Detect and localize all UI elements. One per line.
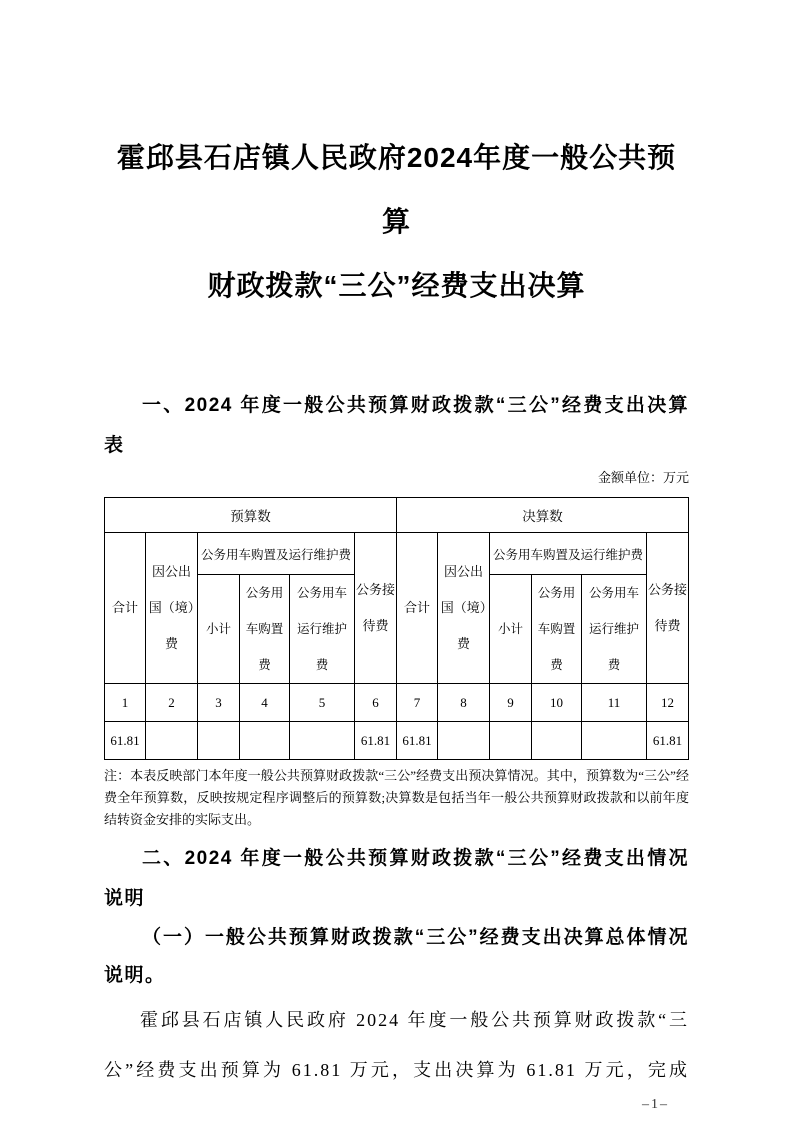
column-number: 4 — [240, 684, 290, 722]
value-cell — [146, 722, 198, 760]
table-row-values — [105, 722, 689, 760]
column-number: 11 — [582, 684, 647, 722]
table-row-group-headers — [105, 498, 689, 533]
document-title — [104, 0, 689, 318]
budget-purchase-header: 公务用车购置费 — [240, 575, 290, 684]
final-abroad-header: 因公出国（境）费 — [438, 533, 490, 684]
value-cell — [290, 722, 355, 760]
final-maintenance-header: 公务用车运行维护费 — [582, 575, 647, 684]
final-reception-header: 公务接待费 — [647, 533, 689, 684]
value-cell — [582, 722, 647, 760]
final-purchase-header: 公务用车购置费 — [532, 575, 582, 684]
column-number: 6 — [355, 684, 397, 722]
section2-paragraph: 霍邱县石店镇人民政府 2024 年度一般公共预算财政拨款“三公”经费支出预算为 61.81 万元，支出决算为 61.81 万元，完成 — [104, 1010, 689, 1080]
budget-maintenance-header: 公务用车运行维护费 — [290, 575, 355, 684]
title-line-2: 财政拨款“三公”经费支出决算 — [207, 270, 586, 301]
value-cell: 61.81 — [647, 722, 689, 760]
value-cell: 61.81 — [355, 722, 397, 760]
title-line-1: 霍邱县石店镇人民政府2024年度一般公共预算 — [116, 142, 677, 237]
column-number: 1 — [105, 684, 146, 722]
section2-heading: 二、2024 年度一般公共预算财政拨款“三公”经费支出情况说明 — [104, 848, 689, 909]
column-number: 5 — [290, 684, 355, 722]
budget-group-header: 预算数 — [105, 498, 397, 533]
section2-sub1-heading: （一）一般公共预算财政拨款“三公”经费支出决算总体情况说明。 — [104, 927, 689, 986]
value-cell: 61.81 — [105, 722, 146, 760]
value-cell: 61.81 — [397, 722, 438, 760]
final-group-header: 决算数 — [397, 498, 689, 533]
column-number: 7 — [397, 684, 438, 722]
budget-abroad-header: 因公出国（境）费 — [146, 533, 198, 684]
column-number: 2 — [146, 684, 198, 722]
budget-reception-header: 公务接待费 — [355, 533, 397, 684]
table-row-column-headers — [105, 533, 689, 575]
final-total-header: 合计 — [397, 533, 438, 684]
budget-total-header: 合计 — [105, 533, 146, 684]
amount-unit-label: 金额单位：万元 — [597, 470, 689, 485]
budget-vehicle-group-header: 公务用车购置及运行维护费 — [198, 533, 355, 575]
final-subtotal-header: 小计 — [490, 575, 532, 684]
sangong-expense-table — [104, 497, 689, 760]
value-cell — [532, 722, 582, 760]
table-row-column-numbers — [105, 684, 689, 722]
column-number: 3 — [198, 684, 240, 722]
value-cell — [490, 722, 532, 760]
value-cell — [438, 722, 490, 760]
value-cell — [198, 722, 240, 760]
final-vehicle-group-header: 公务用车购置及运行维护费 — [490, 533, 647, 575]
budget-subtotal-header: 小计 — [198, 575, 240, 684]
column-number: 9 — [490, 684, 532, 722]
column-number: 12 — [647, 684, 689, 722]
column-number: 8 — [438, 684, 490, 722]
value-cell — [240, 722, 290, 760]
page-number: –1– — [642, 1097, 669, 1112]
section1-heading: 一、2024 年度一般公共预算财政拨款“三公”经费支出决算表 — [104, 395, 689, 456]
table-note: 注：本表反映部门本年度一般公共预算财政拨款“三公”经费支出预决算情况。其中，预算数为“三公”经费全年预算数，反映按规定程序调整后的预算数;决算数是包括当年一般公共预算财政拨款和以前年度结转资金安排的实际支出。 — [104, 768, 689, 827]
column-number: 10 — [532, 684, 582, 722]
